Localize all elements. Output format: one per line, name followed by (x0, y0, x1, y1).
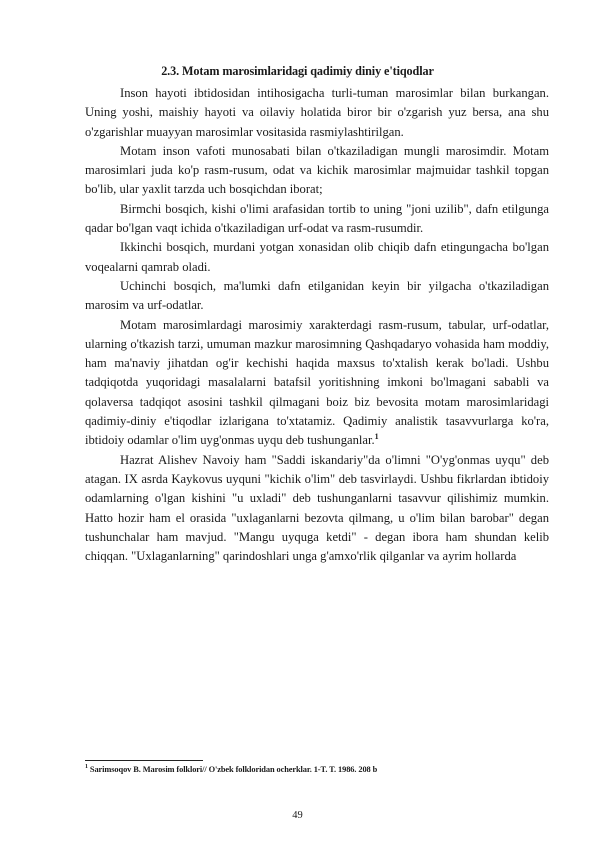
footnote-divider (85, 760, 203, 761)
paragraph-navoiy: Hazrat Alishev Navoiy ham "Saddi iskandariy"da o'limni "O'yg'onmas uyqu" deb atagan. IX asrda Kaykovus uyquni "kichik o'lim" deb tasvirlaydi. Ushbu fikrlardan ibtidoiy odamlarning o'lgan kishini "u uxladi" deb tushunganlarni tasavvur qilishimiz mumkin. Hatto hozir ham el orasida "uxlaganlarni bezovta qilmang, u o'lim bilan barobar" degan tushunchalar ham mavjud. "Mangu uyquga ketdi" - degan ibora ham shundan kelib chiqqan. "Uxlaganlarning" qarindoshlari unga g'amxo'rlik qilganlar va ayrim hollarda (85, 452, 549, 564)
footnote-reference[interactable]: 1 (374, 432, 379, 442)
paragraph-stage-two: Ikkinchi bosqich, murdani yotgan xonasidan olib chiqib dafn etingungacha bo'lgan voqealarni qamrab oladi. (85, 240, 549, 274)
paragraph-motam-definition: Motam inson vafoti munosabati bilan o'tkaziladigan mungli marosimdir. Motam marosimlari juda ko'p rasm-rusum, odat va kichik marosimlar majmuidar tashkil topgan bo'lib, ular yaxlit tarzda uch bosqichdan iborat; (85, 143, 549, 197)
paragraph-stage-one: Birmchi bosqich, kishi o'limi arafasidan tortib to uning "joni uzilib", dafn etilgunga qadar bo'lgan vaqt ichida o'tkaziladigan urf-odat va rasm-rusumdir. (85, 201, 549, 236)
section-heading: 2.3. Motam marosimlaridagi qadimiy diniy e'tiqodlar (161, 64, 434, 78)
body-text (85, 84, 549, 566)
paragraph-stage-three: Uchinchi bosqich, ma'lumki dafn etilganidan keyin bir yilgacha o'tkaziladigan marosim va urf-odatlar. (85, 278, 549, 313)
footnote (85, 764, 555, 774)
footnote-mark: 1 (85, 764, 88, 770)
paragraph-qashqadaryo-text: Motam marosimlardagi marosimiy xarakterdagi rasm-rusum, tabular, urf-odatlar, ularning o'tkazish tarzi, umuman mazkur marosimning Qashqadaryo vohasida ham moddiy, ham ma'naviy jihatdan og'ir kechishi haqida maxsus to'xtalish kerak bo'ladi. Ushbu tadqiqotda yuqoridagi masalalarni batafsil yoritishning imkoni bo'lmagani sababli va qolaversa tadqiqot asosini tashkil qilmagani boiz biz bevosita motam marosimlaridagi qadimiy-diniy e'tiqodlar izlarigana to'xtatamiz. Qadimiy analistik tasavvurlarga ko'ra, ibtidoiy odamlar o'lim uyg'onmas uyqu deb tushunganlar. (85, 317, 549, 448)
paragraph-qashqadaryo (85, 316, 549, 451)
footnote-text: Sarimsoqov B. Marosim folklori// O'zbek folkloridan ocherklar. 1-T. T. 1986. 208 b (89, 764, 378, 774)
page-number: 49 (292, 810, 303, 821)
paragraph-intro: Inson hayoti ibtidosidan intihosigacha turli-tuman marosimlar bilan burkangan. Uning yoshi, maishiy hayoti va oilaviy holatida biror bir o'zgarish yuz bersa, ana shu o'zgarishlar muayyan marosimlar vositasida rasmiylashtirilgan. (85, 86, 549, 139)
